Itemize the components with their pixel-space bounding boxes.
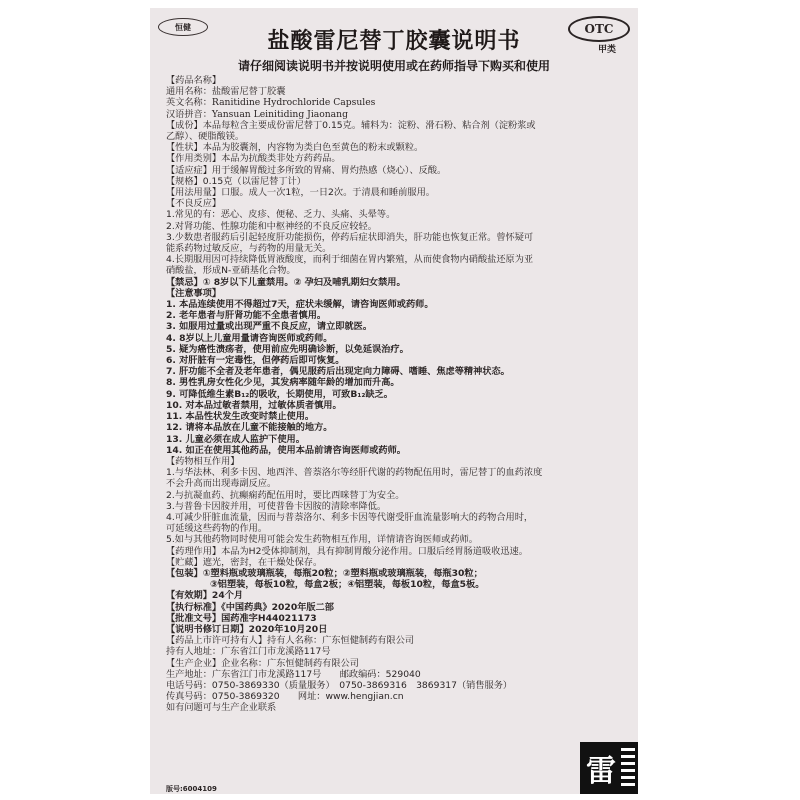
interaction-item: 不会升高而出现毒副反应。	[166, 478, 277, 490]
indications: 【适应症】用于缓解胃酸过多所致的胃痛、胃灼热感（烧心）、反酸。	[166, 164, 447, 176]
interaction-item: 3.与普鲁卡因胺并用，可使普鲁卡因胺的清除率降低。	[166, 500, 387, 512]
precaution-item: 6. 对肝脏有一定毒性，但停药后即可恢复。	[166, 355, 345, 367]
contact-note: 如有问题可与生产企业联系	[166, 702, 277, 714]
generic-name: 通用名称：盐酸雷尼替丁胶囊	[166, 86, 286, 98]
usage-notice: 请仔细阅读说明书并按说明使用或在药师指导下购买和使用	[237, 59, 550, 73]
adverse-item: 能系药物过敏反应，与药物的用量无关。	[166, 243, 332, 255]
adverse-heading: 【不良反应】	[166, 198, 222, 210]
manufacturer-line-2: 生产地址：广东省江门市龙溪路117号 邮政编码：529040	[166, 668, 421, 680]
approval-number: 【批准文号】国药准字H44021173	[166, 612, 317, 624]
precaution-item: 14. 如正在使用其他药品，使用本品前请咨询医师或药师。	[166, 444, 406, 456]
validity: 【有效期】24个月	[166, 590, 244, 602]
precaution-item: 9. 可降低维生素B₁₂的吸收，长期使用，可致B₁₂缺乏。	[166, 388, 393, 400]
otc-class-label: 甲类	[597, 45, 616, 55]
ingredients-line-1: 【成份】本品每粒含主要成份雷尼替丁0.15克。辅料为：淀粉、滑石粉、粘合剂（淀粉浆或	[166, 119, 536, 131]
otc-badge: OTC	[568, 16, 630, 42]
precaution-item: 12. 请将本品放在儿童不能接触的地方。	[166, 422, 333, 434]
precaution-item: 3. 如服用过量或出现严重不良反应，请立即就医。	[166, 321, 373, 333]
adverse-item: 1.常见的有：恶心、皮疹、便秘、乏力、头痛、头晕等。	[166, 209, 396, 221]
interaction-item: 可延缓这些药物的作用。	[166, 523, 268, 535]
interaction-item: 4.可减少肝脏血流量，因而与普萘洛尔、利多卡因等代谢受肝血流量影响大的药物合用时，	[166, 511, 534, 523]
pinyin-name: 汉语拼音：Yansuan Leinitiding Jiaonang	[166, 108, 348, 120]
stamp-character: 雷	[586, 754, 616, 789]
precautions-heading: 【注意事项】	[166, 287, 222, 299]
specification: 【规格】0.15克（以雷尼替丁计）	[166, 175, 306, 187]
interaction-item: 2.与抗凝血药、抗癫痫药配伍用时，要比西咪替丁为安全。	[166, 489, 405, 501]
standard: 【执行标准】《中国药典》2020年版二部	[166, 601, 334, 613]
manufacturer-line-1: 【生产企业】企业名称：广东恒健制药有限公司	[166, 657, 359, 669]
interaction-item: 1.与华法林、利多卡因、地西泮、普萘洛尔等经肝代谢的药物配伍用时，雷尼替丁的血药浓度	[166, 467, 543, 479]
interaction-item: 5.如与其他药物同时使用可能会发生药物相互作用，详情请咨询医师或药师。	[166, 534, 478, 546]
precaution-item: 2. 老年患者与肝肾功能不全患者慎用。	[166, 310, 327, 322]
english-name: 英文名称：Ranitidine Hydrochloride Capsules	[166, 97, 376, 109]
contraindications: 【禁忌】① 8岁以下儿童禁用。② 孕妇及哺乳期妇女禁用。	[166, 276, 406, 288]
storage: 【贮藏】遮光，密封，在干燥处保存。	[166, 556, 323, 568]
ingredients-line-2: 乙醇）、硬脂酸镁。	[166, 131, 245, 143]
precaution-item: 13. 儿童必须在成人监护下使用。	[166, 433, 305, 445]
revision-date: 【说明书修订日期】2020年10月20日	[166, 623, 328, 635]
precaution-item: 11. 本品性状发生改变时禁止使用。	[166, 411, 315, 423]
precaution-item: 10. 对本品过敏者禁用，过敏体质者慎用。	[166, 399, 342, 411]
adverse-item: 2.对肾功能、性腺功能和中枢神经的不良反应较轻。	[166, 220, 377, 232]
fax-website: 传真号码：0750-3869320 网址：www.hengjian.cn	[166, 691, 404, 703]
precaution-item: 4. 8岁以上儿童用量请咨询医师或药师。	[166, 332, 333, 344]
precaution-item: 1. 本品连续使用不得超过7天，症状未缓解，请咨询医师或药师。	[166, 299, 434, 311]
properties: 【性状】本品为胶囊剂，内容物为类白色至黄色的粉末或颗粒。	[166, 142, 424, 154]
packaging-line-2: ③铝塑装，每板10粒，每盒2板；④铝塑装，每板10粒，每盒5板。	[210, 579, 485, 591]
product-stamp	[580, 742, 638, 794]
interactions-heading: 【药物相互作用】	[166, 455, 240, 467]
page-title: 盐酸雷尼替丁胶囊说明书	[267, 29, 521, 54]
stamp-bars	[621, 748, 635, 788]
dosage: 【用法用量】口服。成人一次1粒，一日2次。于清晨和睡前服用。	[166, 187, 435, 199]
pharmacology: 【药理作用】本品为H2受体抑制剂，具有抑制胃酸分泌作用。口服后经胃肠道吸收迅速。	[166, 545, 528, 557]
mah-line-2: 持有人地址：广东省江门市龙溪路117号	[166, 646, 331, 658]
brand-logo: 恒健	[158, 18, 208, 36]
precaution-item: 8. 男性乳房女性化少见，其发病率随年龄的增加而升高。	[166, 377, 400, 389]
adverse-item: 4.长期服用因可持续降低胃液酸度，而利于细菌在胃内繁殖，从而使食物内硝酸盐还原为亚	[166, 254, 534, 266]
name-heading: 【药品名称】	[166, 75, 222, 86]
leaflet-sheet	[150, 8, 638, 794]
version-number: 版号:6004109	[166, 785, 217, 793]
mah-line-1: 【药品上市许可持有人】持有人名称：广东恒健制药有限公司	[166, 635, 415, 647]
adverse-item: 3.少数患者服药后引起轻度肝功能损伤，停药后症状即消失，肝功能也恢复正常。曾怀疑可	[166, 231, 534, 243]
phone-numbers: 电话号码：0750-3869330（质量服务） 0750-3869316 3869317（销售服务）	[166, 679, 513, 691]
category: 【作用类别】本品为抗酸类非处方药药品。	[166, 153, 341, 165]
packaging-line-1: 【包装】①塑料瓶或玻璃瓶装，每瓶20粒；②塑料瓶或玻璃瓶装，每瓶30粒；	[166, 567, 483, 579]
adverse-item: 硝酸盐，形成N-亚硝基化合物。	[166, 265, 296, 277]
precaution-item: 5. 疑为癌性溃疡者，使用前应先明确诊断，以免延误治疗。	[166, 343, 409, 355]
precaution-item: 7. 肝功能不全者及老年患者，偶见服药后出现定向力障碍、嗜睡、焦虑等精神状态。	[166, 366, 510, 378]
leaflet-body	[166, 75, 626, 714]
